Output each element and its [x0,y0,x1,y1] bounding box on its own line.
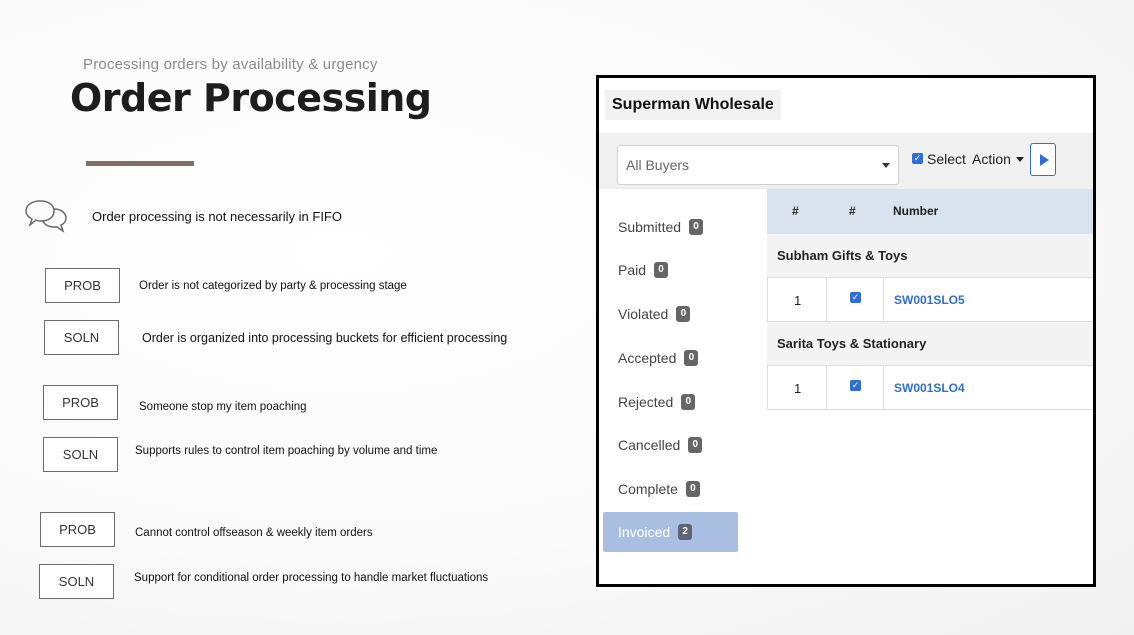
sidebar-item-accepted[interactable] [603,338,738,378]
count-badge: 0 [681,394,695,410]
sidebar-item-label: Invoiced [618,524,671,540]
select-all-checkbox[interactable]: ✓ [913,153,922,163]
prob-text: Order is not categorized by party & processing stage [139,280,407,292]
count-badge: 0 [654,262,668,278]
cell-divider [883,366,884,410]
group-row: Sarita Toys & Stationary [767,322,1096,366]
prob-tag: PROB [45,268,120,303]
row-checkbox[interactable]: ✓ [851,292,860,302]
sidebar-item-complete[interactable] [603,469,738,509]
sidebar-item-violated[interactable] [603,294,738,334]
buyer-filter-value: All Buyers [626,157,690,173]
play-icon [1040,154,1049,166]
order-number-link[interactable]: SW001SLO5 [894,293,965,307]
prob-text: Cannot control offseason & weekly item orders [135,527,373,539]
prob-text: Someone stop my item poaching [139,401,307,413]
cell-divider [826,278,827,322]
prob-tag: PROB [43,385,118,420]
count-badge: 0 [688,437,702,453]
count-badge: 0 [689,219,703,235]
chat-bubbles-icon [24,198,68,238]
soln-text: Supports rules to control item poaching by volume and time [135,445,438,457]
order-number-link[interactable]: SW001SLO4 [894,381,965,395]
sidebar-item-label: Paid [618,262,647,278]
count-badge: 0 [686,481,700,497]
app-title: Superman Wholesale [605,90,781,120]
sidebar-item-paid[interactable] [603,250,738,290]
count-badge: 2 [678,524,692,540]
soln-tag: SOLN [39,564,114,599]
sidebar-item-label: Rejected [618,394,674,410]
buyer-filter-select[interactable] [617,145,899,185]
sidebar-item-label: Complete [618,481,678,497]
count-badge: 0 [684,350,698,366]
sidebar-item-label: Submitted [618,219,682,235]
prob-tag: PROB [40,512,115,547]
soln-text: Order is organized into processing buckets for efficient processing [142,331,508,345]
slide-subtitle: Processing orders by availability & urgency [83,56,378,73]
sidebar-item-label: Cancelled [618,437,681,453]
row-index: 1 [794,381,802,396]
soln-text: Support for conditional order processing to handle market fluctuations [134,572,489,584]
column-header: # [849,204,856,218]
title-underline [86,161,194,166]
column-header: # [792,204,799,218]
run-action-button[interactable] [1030,143,1056,176]
cell-divider [883,278,884,322]
sidebar-item-invoiced[interactable] [603,512,738,552]
row-index: 1 [794,293,802,308]
sidebar-item-cancelled[interactable] [603,425,738,465]
soln-tag: SOLN [43,437,118,472]
select-label: Select [927,151,966,167]
cell-divider [826,366,827,410]
app-panel [596,75,1096,587]
count-badge: 0 [676,306,690,322]
chevron-down-icon [882,163,890,168]
intro-text: Order processing is not necessarily in FIFO [92,209,342,224]
action-dropdown[interactable]: Action [972,151,1011,167]
row-checkbox[interactable]: ✓ [851,380,860,390]
sidebar-item-label: Accepted [618,350,677,366]
slide-title: Order Processing [70,76,432,120]
table-header [767,189,1096,234]
action-caret-icon[interactable] [1016,157,1024,162]
group-row: Subham Gifts & Toys [767,234,1096,278]
table-row[interactable] [767,278,1096,322]
soln-tag: SOLN [44,320,119,355]
sidebar-item-submitted[interactable] [603,207,738,247]
sidebar-item-rejected[interactable] [603,382,738,422]
toolbar [599,133,1093,189]
table-row[interactable] [767,366,1096,410]
column-header: Number [893,204,939,218]
sidebar-item-label: Violated [618,306,669,322]
